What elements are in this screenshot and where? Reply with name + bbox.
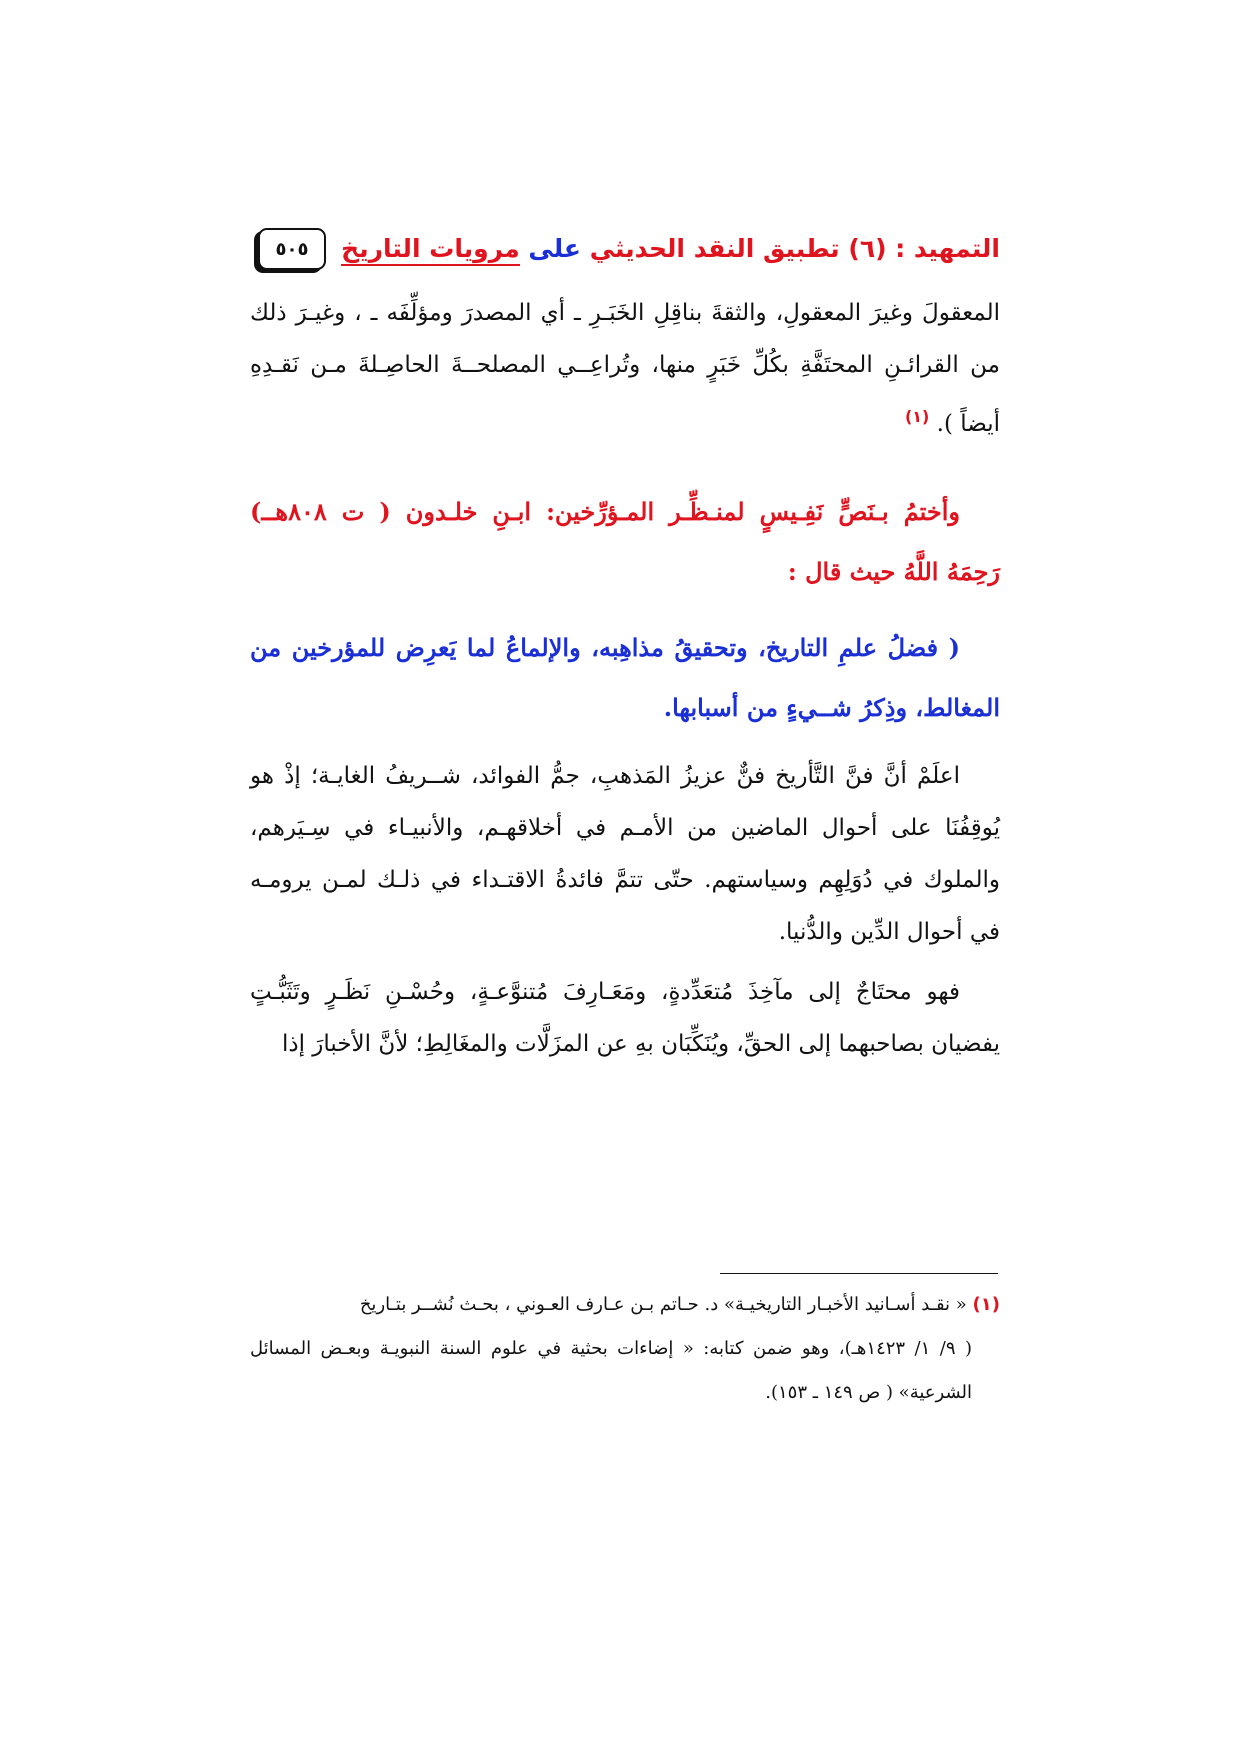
quote-heading-paragraph: ( فضلُ علمِ التاريخ، وتحقيقُ مذاهِبه، والإلماعُ لما يَعرِض للمؤرخين من المغالط، وذِكرُ شــيءٍ من أسبابها. [250, 633, 1000, 722]
paragraph-3-block [250, 966, 1000, 1070]
header-title-part2: على [528, 234, 581, 263]
footnote-separator [720, 1273, 998, 1274]
page-number: ٥٠٥ [258, 228, 326, 270]
paragraph-2: اعلَمْ أنَّ فنَّ التَّأريخ فنٌّ عزيزُ المَذهبِ، جمُّ الفوائد، شــريفُ الغايـة؛ إذْ هو يُوقِفُنَا على أحوال الماضين من الأمـم في أخلاقهـم، والأنبيـاء في سِـيَرهم، والملوك في دُوَلِهِم وسياستهم. حتّى تتمَّ فائدةُ الاقتـداء في ذلـك لمـن يرومـه في أحوال الدِّين والدُّنيا. [250, 763, 1000, 945]
paragraph-continuation [250, 287, 1000, 450]
footnote-marker: (١) [972, 1294, 1000, 1315]
running-header [258, 228, 1000, 270]
footnote-reference[interactable]: (١) [904, 407, 930, 426]
header-title [341, 228, 1000, 270]
paragraph-1-text: المعقولَ وغيرَ المعقولِ، والثقةَ بناقِلِ الخَبَـرِ ـ أي المصدرَ ومؤلِّفَه ـ ، وغيـرَ ذلك من القرائـنِ المحتَفَّةِ بكُلِّ خَبَرٍ منها، وتُراعِــي المصلحــةَ الحاصِـلةَ مـن نَقـدِهِ أيضاً ). [250, 300, 1000, 437]
header-title-part3: مرويات التاريخ [341, 234, 520, 266]
footnote-line-1: « نقـد أسـانيد الأخبـار التاريخيـة» د. حـاتم بـن عـارف العـوني ، بحـث نُشــر بتـاريخ [359, 1294, 967, 1315]
footnote [250, 1283, 1000, 1415]
red-paragraph-block [250, 482, 1000, 602]
paragraph-1 [250, 287, 1000, 450]
paragraph-3: فهو محتَاجٌ إلى مآخِذَ مُتعَدِّدةٍ، ومَعَـارِفَ مُتنوَّعـةٍ، وحُسْـنِ نَظَـرٍ وتَثَبُّـتٍ يفضيان بصاحبهما إلى الحقِّ، ويُنَكِّبَان بهِ عن المزَلَّات والمغَالِطِ؛ لأنَّ الأخبارَ إذا [250, 979, 1000, 1057]
footnote-line-2: ( ٩/ ١/ ١٤٢٣هـ)، وهو ضمن كتابه: « إضاءات بحثية في علوم السنة النبويـة وبعـض المسائل الشرعية» ( ص ١٤٩ ـ ١٥٣). [250, 1338, 973, 1403]
quote-heading-block [250, 618, 1000, 738]
paragraph-2-block [250, 750, 1000, 958]
red-paragraph: وأختمُ بـنَصٍّ نَفِـيسٍ لمنـظِّـر المـؤرِّخين: ابـنِ خلـدون ( ت ٨٠٨هــ) رَحِمَهُ اللَّهُ حيث قال : [250, 497, 1000, 586]
header-title-part1: التمهيد : (٦) تطبيق النقد الحديثي [589, 234, 1000, 263]
